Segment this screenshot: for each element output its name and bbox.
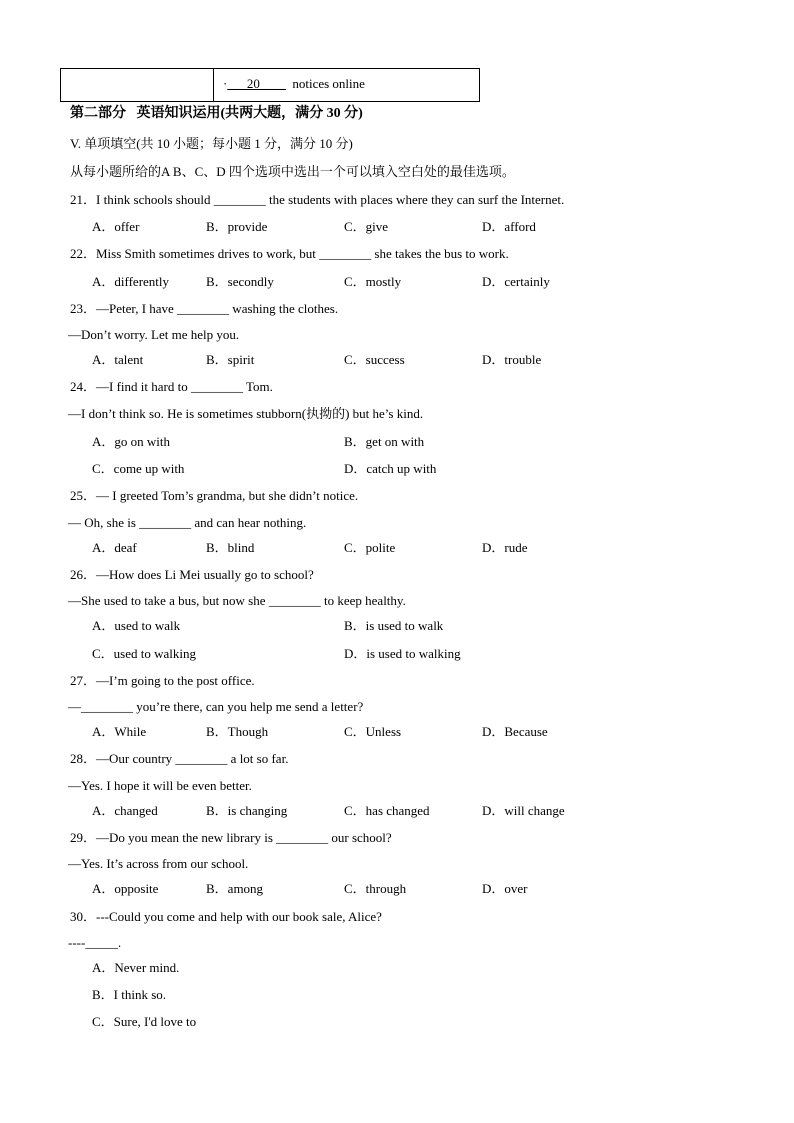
q27-option-d: D．Because	[482, 724, 548, 739]
q22-option-b: B．secondly	[206, 274, 274, 289]
question-26-stem: 26．—How does Li Mei usually go to school?	[70, 567, 314, 582]
q26-option-b: B．is used to walk	[344, 618, 444, 633]
q23-option-c: C．success	[344, 352, 405, 367]
q23-option-d: D．trouble	[482, 352, 542, 367]
instruction: 从每小题所给的A B、C、D 四个选项中选出一个可以填入空白处的最佳选项。	[70, 164, 515, 179]
q24-option-a: A．go on with	[92, 434, 171, 449]
q25-option-a: A．deaf	[92, 540, 137, 555]
q25-option-c: C．polite	[344, 540, 396, 555]
question-23-stem: 23．—Peter, I have ________ washing the clothes.	[70, 301, 339, 316]
question-25-reply: — Oh, she is ________ and can hear nothing.	[68, 515, 307, 530]
q23-option-b: B．spirit	[206, 352, 255, 367]
q21-option-d: D．afford	[482, 219, 536, 234]
q30-option-c: C．Sure, I'd love to	[92, 1014, 197, 1029]
section-title: 第二部分 英语知识运用(共两大题，满分 30 分)	[70, 106, 363, 121]
question-29-reply: —Yes. It’s across from our school.	[68, 856, 249, 871]
table-prefix: ·	[223, 76, 228, 91]
q29-option-c: C．through	[344, 881, 407, 896]
q27-option-a: A．While	[92, 724, 147, 739]
q30-option-a: A．Never mind.	[92, 960, 180, 975]
question-22-stem: 22．Miss Smith sometimes drives to work, but ________ she takes the bus to work.	[70, 246, 509, 261]
question-28-stem: 28．—Our country ________ a lot so far.	[70, 751, 289, 766]
question-21-stem: 21．I think schools should ________ the students with places where they can surf the Internet.	[70, 192, 565, 207]
question-25-stem: 25．— I greeted Tom’s grandma, but she didn’t notice.	[70, 488, 359, 503]
q27-option-b: B．Though	[206, 724, 269, 739]
question-24-reply: —I don’t think so. He is sometimes stubborn(执拗的) but he’s kind.	[68, 406, 424, 421]
q28-option-a: A．changed	[92, 803, 158, 818]
answer-table-row	[60, 68, 480, 102]
q28-option-c: C．has changed	[344, 803, 430, 818]
q24-option-c: C．come up with	[92, 461, 185, 476]
q22-option-d: D．certainly	[482, 274, 550, 289]
table-divider	[213, 69, 214, 101]
table-cell-text: notices online	[285, 76, 365, 91]
q28-option-d: D．will change	[482, 803, 565, 818]
question-28-reply: —Yes. I hope it will be even better.	[68, 778, 252, 793]
q29-option-b: B．among	[206, 881, 264, 896]
q21-option-a: A．offer	[92, 219, 140, 234]
q25-option-b: B．blind	[206, 540, 255, 555]
q25-option-d: D．rude	[482, 540, 528, 555]
q22-option-a: A．differently	[92, 274, 170, 289]
q29-option-d: D．over	[482, 881, 528, 896]
q23-option-a: A．talent	[92, 352, 144, 367]
question-27-reply: —________ you’re there, can you help me send a letter?	[68, 699, 364, 714]
q27-option-c: C．Unless	[344, 724, 402, 739]
question-23-reply: —Don’t worry. Let me help you.	[68, 327, 240, 342]
question-26-reply: —She used to take a bus, but now she ________ to keep healthy.	[68, 593, 406, 608]
q24-option-b: B．get on with	[344, 434, 425, 449]
q26-option-d: D．is used to walking	[344, 646, 461, 661]
q21-option-b: B．provide	[206, 219, 268, 234]
q26-option-a: A．used to walk	[92, 618, 181, 633]
q28-option-b: B．is changing	[206, 803, 288, 818]
table-cell	[223, 76, 365, 92]
q21-option-c: C．give	[344, 219, 389, 234]
question-29-stem: 29．—Do you mean the new library is ________ our school?	[70, 830, 392, 845]
q30-option-b: B．I think so.	[92, 987, 167, 1002]
question-24-stem: 24．—I find it hard to ________ Tom.	[70, 379, 273, 394]
question-27-stem: 27．—I’m going to the post office.	[70, 673, 255, 688]
question-30-stem: 30．---Could you come and help with our book sale, Alice?	[70, 909, 382, 924]
q26-option-c: C．used to walking	[92, 646, 196, 661]
q22-option-c: C．mostly	[344, 274, 402, 289]
question-30-reply: ----_____.	[68, 935, 122, 950]
part-title: V. 单项填空(共 10 小题；每小题 1 分，满分 10 分)	[70, 136, 353, 151]
table-blank: ___20____	[227, 76, 286, 91]
q29-option-a: A．opposite	[92, 881, 159, 896]
q24-option-d: D．catch up with	[344, 461, 437, 476]
